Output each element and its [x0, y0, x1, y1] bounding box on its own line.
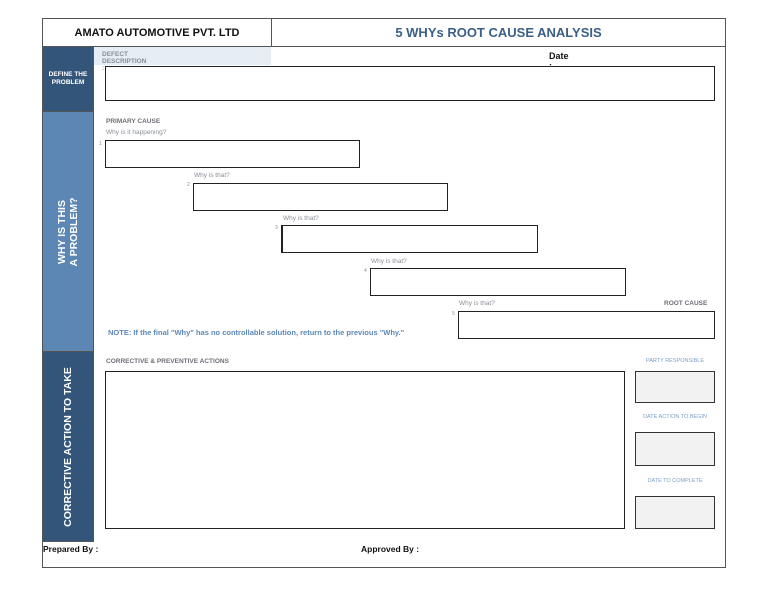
- date-action-begin-label: DATE ACTION TO BEGIN: [643, 414, 707, 420]
- root-cause-form: [42, 18, 726, 568]
- defect-description-label: DEFECT DESCRIPTION :: [102, 51, 147, 72]
- why-problem-label-line2: A PROBLEM?: [68, 196, 80, 267]
- corrective-actions-title: CORRECTIVE & PREVENTIVE ACTIONS: [106, 358, 229, 365]
- form-title: 5 WHYs ROOT CAUSE ANALYSIS: [272, 19, 725, 47]
- why-problem-label: [56, 197, 80, 266]
- corrective-actions-field[interactable]: [105, 371, 625, 529]
- date-action-begin-field[interactable]: [635, 432, 715, 466]
- why-2-answer-field[interactable]: [193, 183, 448, 211]
- why-4-question: Why is that?: [371, 258, 407, 265]
- root-cause-answer-field[interactable]: [458, 311, 715, 339]
- date-to-complete-field[interactable]: [635, 496, 715, 529]
- why-3-answer-field[interactable]: [281, 225, 538, 253]
- define-problem-side-label: [43, 47, 94, 112]
- why-2-question: Why is that?: [194, 172, 230, 179]
- why-1-question: Why is it happening?: [106, 129, 167, 136]
- corrective-action-label: CORRECTIVE ACTION TO TAKE: [62, 366, 74, 527]
- why-4-answer-field[interactable]: [370, 268, 626, 296]
- date-label: Date: [549, 51, 569, 61]
- prepared-by-label: Prepared By :: [43, 544, 99, 554]
- party-responsible-label: PARTY RESPONSIBLE: [645, 358, 705, 364]
- why-5-question: Why is that?: [459, 300, 495, 307]
- defect-description-field[interactable]: [105, 66, 715, 101]
- why-problem-label-line1: WHY IS THIS: [56, 199, 68, 264]
- define-problem-label: DEFINE THE PROBLEM: [48, 71, 88, 86]
- note-text: NOTE: If the final "Why" has no controllable solution, return to the previous "Why.": [108, 328, 405, 337]
- why-5-number: 5: [452, 311, 455, 317]
- date-to-complete-label: DATE TO COMPLETE: [647, 478, 703, 484]
- why-problem-side-label: [43, 112, 94, 352]
- party-responsible-field[interactable]: [635, 371, 715, 403]
- why-3-question: Why is that?: [283, 215, 319, 222]
- company-name: AMATO AUTOMOTIVE PVT. LTD: [43, 19, 272, 47]
- why-1-answer-field[interactable]: [105, 140, 360, 168]
- approved-by-label: Approved By :: [361, 544, 420, 554]
- why-3-number: 3: [275, 225, 278, 231]
- why-2-number: 2: [187, 182, 190, 188]
- why-1-number: 1: [99, 141, 102, 147]
- corrective-action-side-label: [43, 352, 94, 542]
- primary-cause-label: PRIMARY CAUSE: [106, 118, 161, 125]
- why-4-number: 4: [364, 268, 367, 274]
- root-cause-label: ROOT CAUSE: [664, 300, 708, 307]
